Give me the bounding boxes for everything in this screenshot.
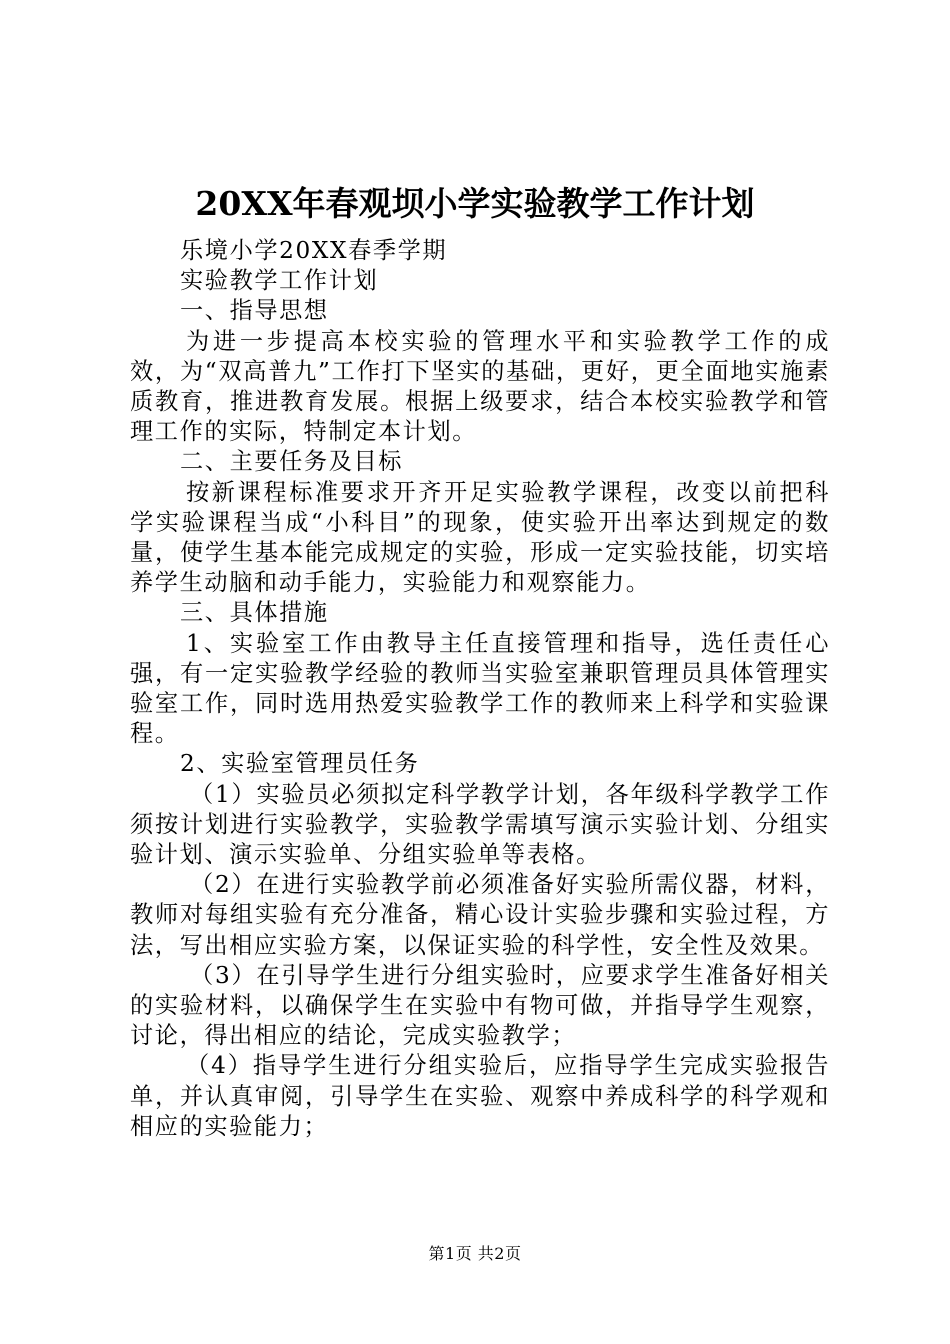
paragraph-guiding-thought: 为进一步提高本校实验的管理水平和实验教学工作的成效，为“双高普九”工作打下坚实的基础，更好，更全面地实施素质教育，推进教育发展。根据上级要求，结合本校实验教学和管理工作的实际，特制定本计划。 (130, 327, 830, 446)
paragraph-main-tasks: 按新课程标准要求开齐开足实验教学课程，改变以前把科学实验课程当成“小科目”的现象，使实验开出率达到规定的数量，使学生基本能完成规定的实验，形成一定实验技能，切实培养学生动脑和动手能力，实验能力和观察能力。 (130, 478, 830, 597)
document-body (130, 236, 830, 1142)
plan-subtitle: 实验教学工作计划 (180, 267, 379, 295)
paragraph-item-1: （1）实验员必须拟定科学教学计划，各年级科学教学工作须按计划进行实验教学，实验教学需填写演示实验计划、分组实验计划、演示实验单、分组实验单等表格。 (130, 780, 830, 869)
paragraph-item-4: （4）指导学生进行分组实验后，应指导学生完成实验报告单，并认真审阅，引导学生在实验、观察中养成科学的科学观和相应的实验能力； (130, 1052, 830, 1140)
section-heading-main-tasks: 二、主要任务及目标 (180, 448, 404, 476)
section-heading-guiding-thought: 一、指导思想 (180, 297, 329, 325)
page-footer: 第1页 共2页 (428, 1244, 522, 1263)
section-heading-measures: 三、具体措施 (180, 599, 329, 627)
school-term-line: 乐境小学20XX春季学期 (180, 237, 448, 264)
paragraph-item-2: （2）在进行实验教学前必须准备好实验所需仪器，材料，教师对每组实验有充分准备，精心设计实验步骤和实验过程，方法，写出相应实验方案，以保证实验的科学性，安全性及效果。 (130, 871, 830, 959)
paragraph-measure-2-heading: 2、实验室管理员任务 (180, 750, 420, 778)
document-title: 20XX年春观坝小学实验教学工作计划 (195, 184, 755, 223)
paragraph-measure-1: 1、实验室工作由教导主任直接管理和指导，选任责任心强，有一定实验教学经验的教师当实验室兼职管理员具体管理实验室工作，同时选用热爱实验教学工作的教师来上科学和实验课程。 (130, 629, 830, 748)
paragraph-item-3: （3）在引导学生进行分组实验时，应要求学生准备好相关的实验材料，以确保学生在实验中有物可做，并指导学生观察，讨论，得出相应的结论，完成实验教学； (130, 961, 830, 1050)
